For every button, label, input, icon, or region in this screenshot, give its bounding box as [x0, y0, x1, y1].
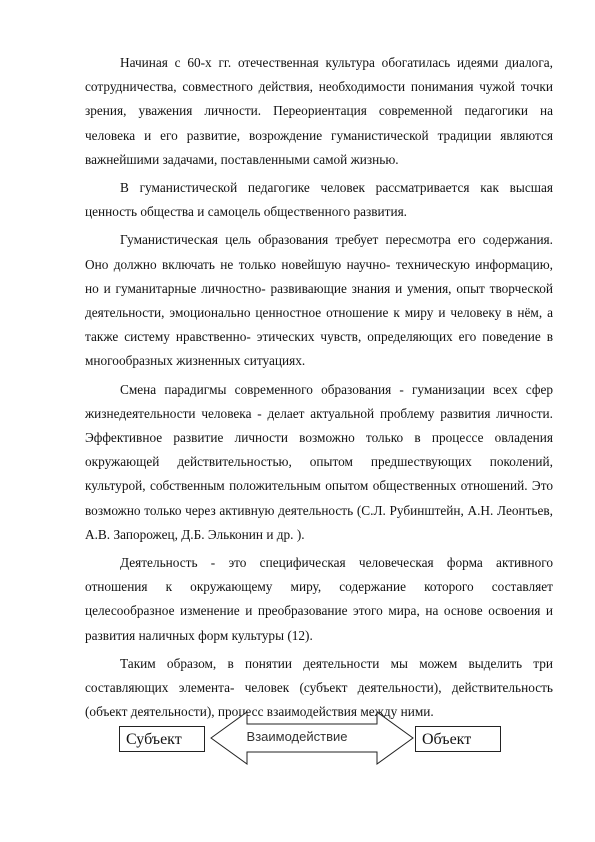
subject-box: Субъект — [119, 726, 205, 752]
paragraph-4: Смена парадигмы современного образования - гуманизации всех сфер жизнедеятельности человека - делает актуальной проблему развития личности. Эффективное развитие личности возможно только в процессе овладения окружающей действительностью, опытом предшествующих поколений, культурой, собственным положительным опытом общественных отношений. Это возможно только через активную деятельность (С.Л. Рубинштейн, А.Н. Леонтьев, А.В. Запорожец, Д.Б. Эльконин и др. ). — [85, 381, 553, 542]
paragraph-6: Таким образом, в понятии деятельности мы можем выделить три составляющих элемента- человек (субъект деятельности), действительность (объект деятельности), процесс взаимодействия между ними. — [85, 655, 553, 720]
paragraph-3: Гуманистическая цель образования требует пересмотра его содержания. Оно должно включать не только новейшую научно- техническую информацию, но и гуманитарные личностно- развивающие знания и умения, опыт творческой деятельности, эмоционально ценностное отношение к миру и человеку в нём, а также систему нравственно- этических чувств, определяющих его поведение в многообразных жизненных ситуациях. — [85, 232, 553, 369]
interaction-label: Взаимодействие — [246, 729, 348, 744]
paragraph-5: Деятельность - это специфическая человеческая форма активного отношения к окружающему миру, содержание которого составляет целесообразное изменение и преобразование этого мира, на основе освоения и развития наличных форм культуры (12). — [85, 555, 553, 643]
document-body — [85, 51, 553, 728]
object-box: Объект — [415, 726, 501, 752]
paragraph-2: В гуманистической педагогике человек рассматривается как высшая ценность общества и самоцель общественного развития. — [85, 180, 553, 220]
interaction-diagram — [85, 710, 565, 766]
paragraph-1: Начиная с 60-х гг. отечественная культура обогатилась идеями диалога, сотрудничества, совместного действия, необходимости понимания чужой точки зрения, уважения личности. Переориентация современной педагогики на человека и его развитие, возрождение гуманистической традиции являются важнейшими задачами, поставленными самой жизнью. — [85, 55, 553, 167]
